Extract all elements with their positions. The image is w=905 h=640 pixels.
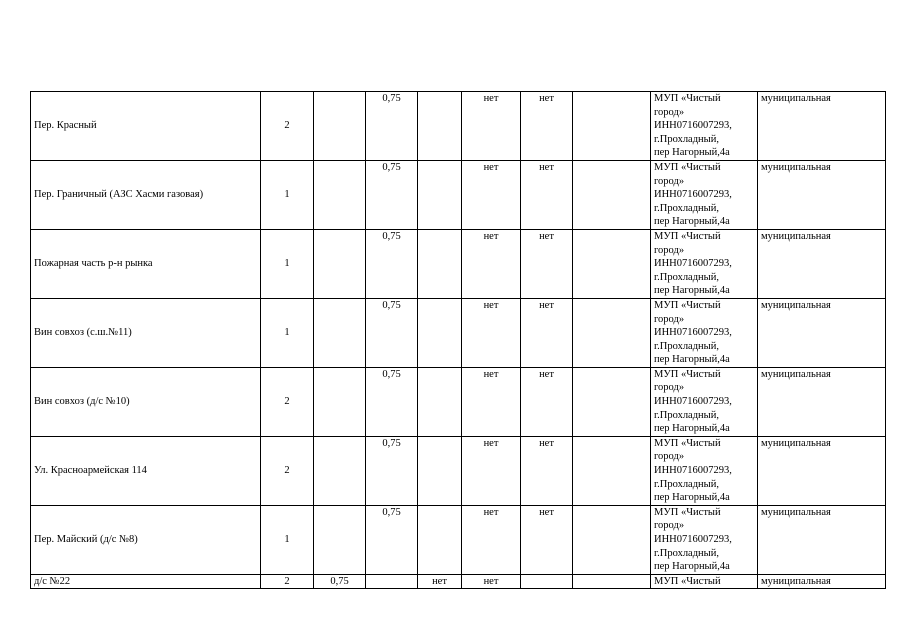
- operator-line: г.Прохладный,: [654, 409, 719, 421]
- operator-line: г.Прохладный,: [654, 547, 719, 559]
- flag-b-cell: нет: [521, 367, 573, 436]
- empty-cell: [573, 367, 651, 436]
- empty-cell: [573, 298, 651, 367]
- empty-cell: [366, 574, 418, 589]
- operator-cell: [651, 160, 758, 229]
- volume-cell: 0,75: [366, 505, 418, 574]
- operator-line: г.Прохладный,: [654, 340, 719, 352]
- ownership-cell: муниципальная: [758, 229, 886, 298]
- operator-line: город»: [654, 451, 685, 463]
- table-row: [31, 229, 886, 298]
- ownership-cell: муниципальная: [758, 367, 886, 436]
- operator-cell: МУП «Чистый: [651, 574, 758, 589]
- address-cell: Пожарная часть р-н рынка: [31, 229, 261, 298]
- operator-line: г.Прохладный,: [654, 202, 719, 214]
- operator-line: пер Нагорный,4а: [654, 147, 730, 159]
- operator-line: город»: [654, 175, 685, 187]
- address-cell: Пер. Граничный (АЗС Хасми газовая): [31, 160, 261, 229]
- table-row: [31, 574, 886, 589]
- empty-cell: [314, 229, 366, 298]
- operator-line: ИНН0716007293,: [654, 396, 732, 408]
- empty-cell: [573, 229, 651, 298]
- operator-line: ИНН0716007293,: [654, 327, 732, 339]
- operator-cell: [651, 436, 758, 505]
- container-count-cell: 1: [261, 229, 314, 298]
- operator-line: МУП «Чистый: [654, 437, 721, 449]
- table-row: [31, 160, 886, 229]
- ownership-cell: муниципальная: [758, 505, 886, 574]
- operator-line: ИНН0716007293,: [654, 534, 732, 545]
- registry-table: [30, 91, 886, 589]
- empty-cell: [314, 367, 366, 436]
- address-cell: Пер. Красный: [31, 92, 261, 161]
- table-row: [31, 367, 886, 436]
- volume-cell: 0,75: [366, 160, 418, 229]
- container-count-cell: 2: [261, 574, 314, 589]
- operator-line: пер Нагорный,4а: [654, 285, 730, 297]
- operator-line: город»: [654, 520, 685, 532]
- operator-line: МУП «Чистый: [654, 368, 721, 380]
- empty-cell: [521, 574, 573, 589]
- empty-cell: [573, 92, 651, 161]
- operator-line: ИНН0716007293,: [654, 258, 732, 270]
- flag-b-cell: нет: [521, 229, 573, 298]
- operator-line: пер Нагорный,4а: [654, 423, 730, 435]
- empty-cell: [573, 160, 651, 229]
- operator-cell: [651, 505, 758, 574]
- operator-line: г.Прохладный,: [654, 478, 719, 490]
- flag-b-cell: нет: [521, 160, 573, 229]
- empty-cell: [418, 229, 462, 298]
- flag-a-cell: нет: [462, 160, 521, 229]
- empty-cell: [314, 160, 366, 229]
- volume-cell: 0,75: [366, 367, 418, 436]
- flag-a-cell: нет: [462, 367, 521, 436]
- ownership-cell: муниципальная: [758, 160, 886, 229]
- table-row: [31, 298, 886, 367]
- address-cell: Ул. Красноармейская 114: [31, 436, 261, 505]
- ownership-cell: муниципальная: [758, 574, 886, 589]
- empty-cell: [418, 160, 462, 229]
- address-cell: Пер. Майский (д/с №8): [31, 505, 261, 574]
- container-count-cell: 1: [261, 505, 314, 574]
- operator-line: г.Прохладный,: [654, 271, 719, 283]
- table-row: [31, 505, 886, 574]
- address-cell: д/с №22: [31, 574, 261, 589]
- operator-line: г.Прохладный,: [654, 133, 719, 145]
- operator-cell: [651, 229, 758, 298]
- empty-cell: [418, 298, 462, 367]
- flag-a-cell: нет: [462, 436, 521, 505]
- empty-cell: [314, 92, 366, 161]
- operator-line: город»: [654, 313, 685, 325]
- empty-cell: [573, 505, 651, 574]
- flag-a-cell: нет: [418, 574, 462, 589]
- operator-line: ИНН0716007293,: [654, 120, 732, 132]
- empty-cell: [418, 436, 462, 505]
- flag-b-cell: нет: [521, 92, 573, 161]
- operator-line: пер Нагорный,4а: [654, 492, 730, 504]
- empty-cell: [573, 574, 651, 589]
- table-row: [31, 92, 886, 161]
- flag-b-cell: нет: [521, 298, 573, 367]
- address-cell: Вин совхоз (д/с №10): [31, 367, 261, 436]
- flag-a-cell: нет: [462, 229, 521, 298]
- empty-cell: [418, 505, 462, 574]
- volume-cell: 0,75: [366, 298, 418, 367]
- ownership-cell: муниципальная: [758, 92, 886, 161]
- flag-b-cell: нет: [462, 574, 521, 589]
- operator-line: МУП «Чистый: [654, 506, 721, 518]
- empty-cell: [314, 505, 366, 574]
- container-count-cell: 2: [261, 367, 314, 436]
- table-row: [31, 436, 886, 505]
- operator-line: МУП «Чистый: [654, 93, 721, 104]
- empty-cell: [418, 92, 462, 161]
- operator-line: город»: [654, 244, 685, 256]
- operator-cell: [651, 298, 758, 367]
- ownership-cell: муниципальная: [758, 298, 886, 367]
- address-cell: Вин совхоз (с.ш.№11): [31, 298, 261, 367]
- operator-line: ИНН0716007293,: [654, 189, 732, 201]
- operator-cell: [651, 367, 758, 436]
- empty-cell: [314, 298, 366, 367]
- table-body: [31, 92, 886, 589]
- empty-cell: [314, 436, 366, 505]
- operator-line: МУП «Чистый: [654, 161, 721, 173]
- flag-a-cell: нет: [462, 92, 521, 161]
- operator-line: город»: [654, 106, 685, 118]
- volume-cell: 0,75: [314, 574, 366, 589]
- operator-line: МУП «Чистый: [654, 230, 721, 242]
- flag-a-cell: нет: [462, 298, 521, 367]
- container-count-cell: 2: [261, 92, 314, 161]
- operator-line: город»: [654, 382, 685, 394]
- container-count-cell: 1: [261, 160, 314, 229]
- volume-cell: 0,75: [366, 92, 418, 161]
- volume-cell: 0,75: [366, 229, 418, 298]
- ownership-cell: муниципальная: [758, 436, 886, 505]
- empty-cell: [418, 367, 462, 436]
- volume-cell: 0,75: [366, 436, 418, 505]
- flag-a-cell: нет: [462, 505, 521, 574]
- container-count-cell: 2: [261, 436, 314, 505]
- empty-cell: [573, 436, 651, 505]
- operator-line: ИНН0716007293,: [654, 465, 732, 477]
- operator-line: пер Нагорный,4а: [654, 354, 730, 366]
- flag-b-cell: нет: [521, 505, 573, 574]
- operator-line: пер Нагорный,4а: [654, 561, 730, 573]
- operator-line: пер Нагорный,4а: [654, 216, 730, 228]
- operator-line: МУП «Чистый: [654, 299, 721, 311]
- container-count-cell: 1: [261, 298, 314, 367]
- flag-b-cell: нет: [521, 436, 573, 505]
- operator-cell: [651, 92, 758, 161]
